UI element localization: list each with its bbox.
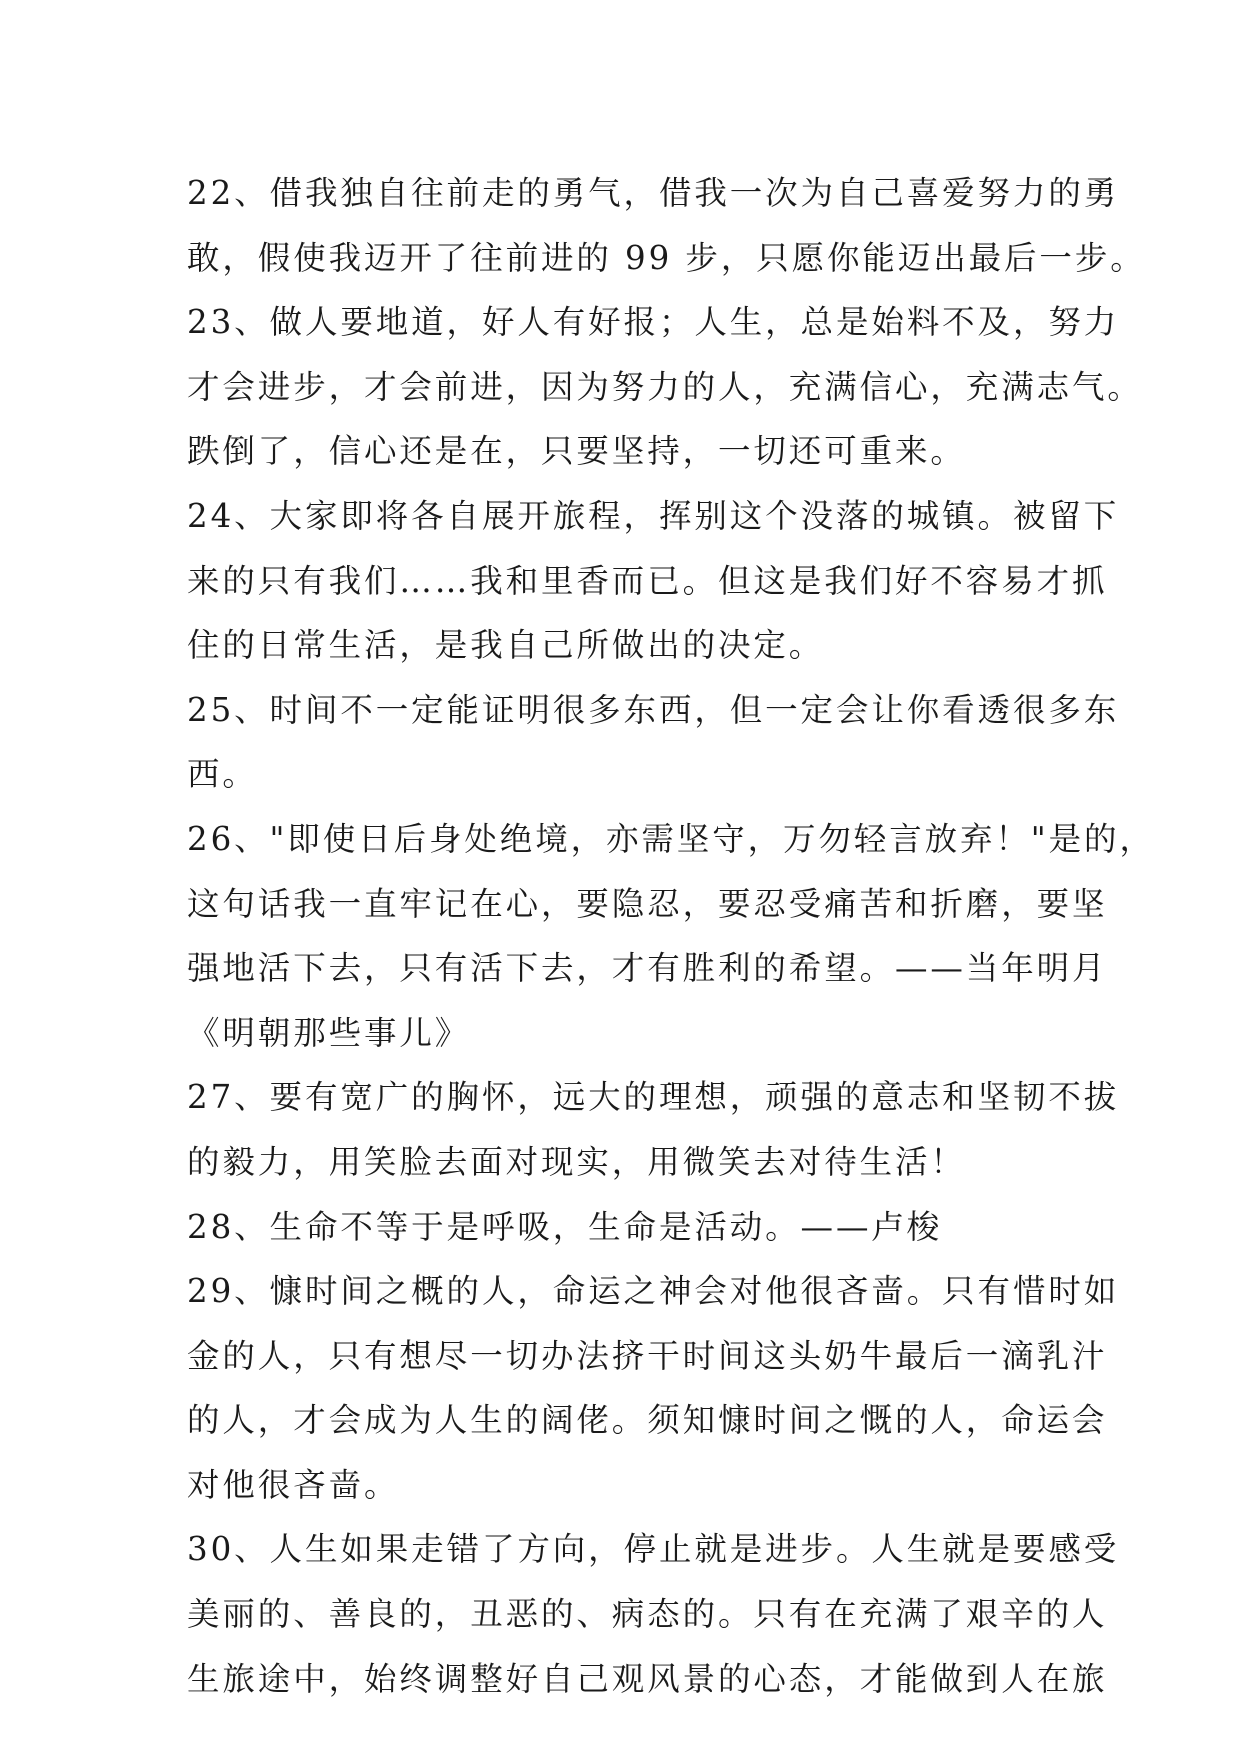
text-line: 24、大家即将各自展开旅程，挥别这个没落的城镇。被留下 (187, 496, 1120, 535)
text-line: 金的人，只有想尽一切办法挤干时间这头奶牛最后一滴乳汁 (187, 1336, 1108, 1375)
text-line: 30、人生如果走错了方向，停止就是进步。人生就是要感受 (187, 1530, 1120, 1569)
text-line: 对他很吝啬。 (187, 1465, 400, 1504)
text-line: 强地活下去，只有活下去，才有胜利的希望。——当年明月 (187, 949, 1108, 988)
text-line: 28、生命不等于是呼吸，生命是活动。——卢梭 (187, 1207, 943, 1246)
text-line: 《明朝那些事儿》 (187, 1013, 471, 1052)
text-line: 25、时间不一定能证明很多东西，但一定会让你看透很多东 (187, 690, 1120, 729)
text-line: 的毅力，用笑脸去面对现实，用微笑去对待生活！ (187, 1142, 966, 1181)
text-line: 才会进步，才会前进，因为努力的人，充满信心，充满志气。 (187, 367, 1143, 406)
text-line: 27、要有宽广的胸怀，远大的理想，顽强的意志和坚韧不拔 (187, 1078, 1120, 1117)
text-line: 敢，假使我迈开了往前进的 99 步，只愿你能迈出最后一步。 (187, 238, 1146, 277)
text-line: 22、借我独自往前走的勇气，借我一次为自己喜爱努力的勇 (187, 174, 1120, 212)
body-text (187, 161, 1155, 1711)
text-line: 生旅途中，始终调整好自己观风景的心态，才能做到人在旅 (187, 1659, 1108, 1698)
text-line: 跌倒了，信心还是在，只要坚持，一切还可重来。 (187, 432, 966, 471)
text-line: 这句话我一直牢记在心，要隐忍，要忍受痛苦和折磨，要坚 (187, 884, 1108, 923)
text-line: 29、慷时间之概的人，命运之神会对他很吝啬。只有惜时如 (187, 1272, 1120, 1311)
text-line: 美丽的、善良的，丑恶的、病态的。只有在充满了艰辛的人 (187, 1595, 1108, 1634)
text-line: 23、做人要地道，好人有好报；人生，总是始料不及，努力 (187, 303, 1120, 342)
text-line: 住的日常生活，是我自己所做出的决定。 (187, 626, 825, 665)
text-line: 26、"即使日后身处绝境，亦需坚守，万勿轻言放弃！"是的， (187, 819, 1155, 858)
text-line: 的人，才会成为人生的阔佬。须知慷时间之慨的人，命运会 (187, 1401, 1108, 1440)
text-line: 西。 (187, 755, 258, 794)
text-line: 来的只有我们……我和里香而已。但这是我们好不容易才抓 (187, 561, 1108, 600)
